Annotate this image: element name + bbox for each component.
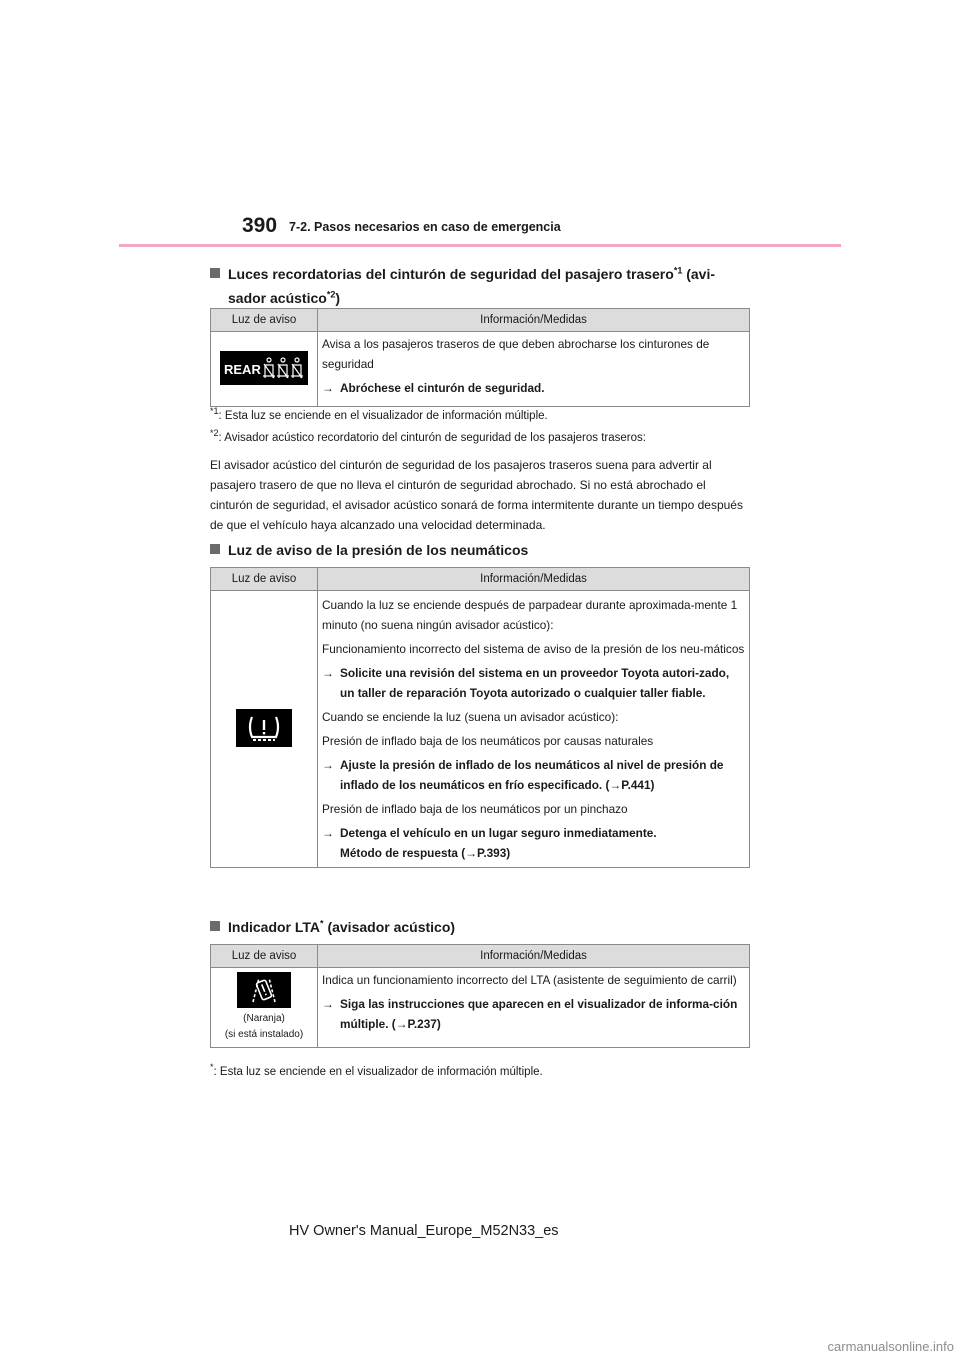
footnote-2: $^{*2}$: Avisador acústico recordatorio del cinturón de seguridad de los pasajeros traseros: (210, 428, 646, 444)
square-bullet-icon (210, 921, 220, 931)
rear-seatbelt-reminder-icon (220, 351, 308, 385)
column-header-light: Luz de aviso (211, 309, 318, 332)
column-header-light: Luz de aviso (211, 945, 318, 968)
column-header-info: Información/Medidas (318, 945, 750, 968)
info-text: Presión de inflado baja de los neumáticos por un pinchazo (322, 802, 628, 816)
footnote-lta: *: Esta luz se enciende en el visualizador de información múltiple. (210, 1062, 543, 1078)
arrow-icon: → (322, 758, 334, 772)
square-bullet-icon (210, 268, 220, 278)
chapter-title: 7-2. Pasos necesarios en caso de emergencia (289, 220, 561, 234)
action-item: → Ajuste la presión de inflado de los neumáticos al nivel de presión de inflado de los neumáticos en frío especificado. (→P.441) (322, 755, 745, 795)
square-bullet-icon (210, 544, 220, 554)
arrow-icon: → (322, 997, 334, 1011)
rear-seatbelt-table (210, 308, 750, 407)
info-text: Presión de inflado baja de los neumáticos por causas naturales (322, 734, 654, 748)
info-text: Cuando la luz se enciende después de parpadear durante aproximada-mente 1 minuto (no suena ningún avisador acústico): (322, 598, 738, 632)
info-text: Cuando se enciende la luz (suena un avisador acústico): (322, 710, 619, 724)
action-item: → Detenga el vehículo en un lugar seguro inmediatamente. Método de respuesta (→P.393) (322, 823, 745, 863)
header-divider (119, 244, 841, 247)
lta-table (210, 944, 750, 1048)
watermark: carmanualsonline.info (827, 1339, 954, 1354)
page-reference-link[interactable]: P.393) (477, 846, 511, 860)
column-header-info: Información/Medidas (318, 568, 750, 591)
info-text: Funcionamiento incorrecto del sistema de aviso de la presión de los neu-máticos (322, 642, 745, 656)
paragraph-buzzer-info: El avisador acústico del cinturón de seguridad de los pasajeros traseros suena para advertir al pasajero trasero de que no lleva el cinturón de seguridad abrochado. Si no está abrochado el cinturón de seguridad, el avisador acústico sonará de forma intermitente durante un tiempo después de que el vehículo haya alcanzado una velocidad determinada. (210, 458, 743, 532)
svg-text:REAR: REAR (224, 361, 261, 377)
page-reference-link[interactable]: P.237) (407, 1017, 441, 1031)
arrow-icon: → (322, 826, 334, 840)
icon-caption-installed: (si está instalado) (224, 1029, 304, 1040)
section-heading-lta: Indicador LTA* (avisador acústico) (210, 915, 455, 939)
info-text: Indica un funcionamiento incorrecto del LTA (asistente de seguimiento de carril) (322, 973, 737, 987)
action-item: → Solicite una revisión del sistema en un proveedor Toyota autori-zado, un taller de reparación Toyota autorizado o cualquier taller fiable. (322, 663, 745, 703)
column-header-info: Información/Medidas (318, 309, 750, 332)
lta-indicator-icon (237, 972, 291, 1008)
footnote-1: $^{*1}$: Esta luz se enciende en el visualizador de información múltiple. (210, 406, 548, 422)
page-reference-link[interactable]: P.441) (621, 778, 655, 792)
tire-pressure-table (210, 567, 750, 868)
action-item: → Abróchese el cinturón de seguridad. (322, 378, 745, 398)
section-heading-tire-pressure: Luz de aviso de la presión de los neumáticos (210, 538, 528, 562)
action-item: → Siga las instrucciones que aparecen en el visualizador de informa-ción múltiple. (→P.237) (322, 994, 745, 1034)
arrow-icon: → (322, 381, 334, 395)
section-heading-rear-seatbelt: Luces recordatorias del cinturón de seguridad del pasajero trasero$^{*1}$ (avi- sador acústico$^{*2}$) (210, 262, 770, 310)
info-text: Avisa a los pasajeros traseros de que deben abrocharse los cinturones de seguridad (322, 337, 710, 371)
icon-caption-color: (Naranja) (243, 1013, 285, 1024)
page-number: 390 (242, 214, 278, 237)
arrow-icon: → (322, 666, 334, 680)
column-header-light: Luz de aviso (211, 568, 318, 591)
tire-pressure-warning-icon (236, 709, 292, 747)
manual-footer: HV Owner's Manual_Europe_M52N33_es (289, 1223, 559, 1239)
